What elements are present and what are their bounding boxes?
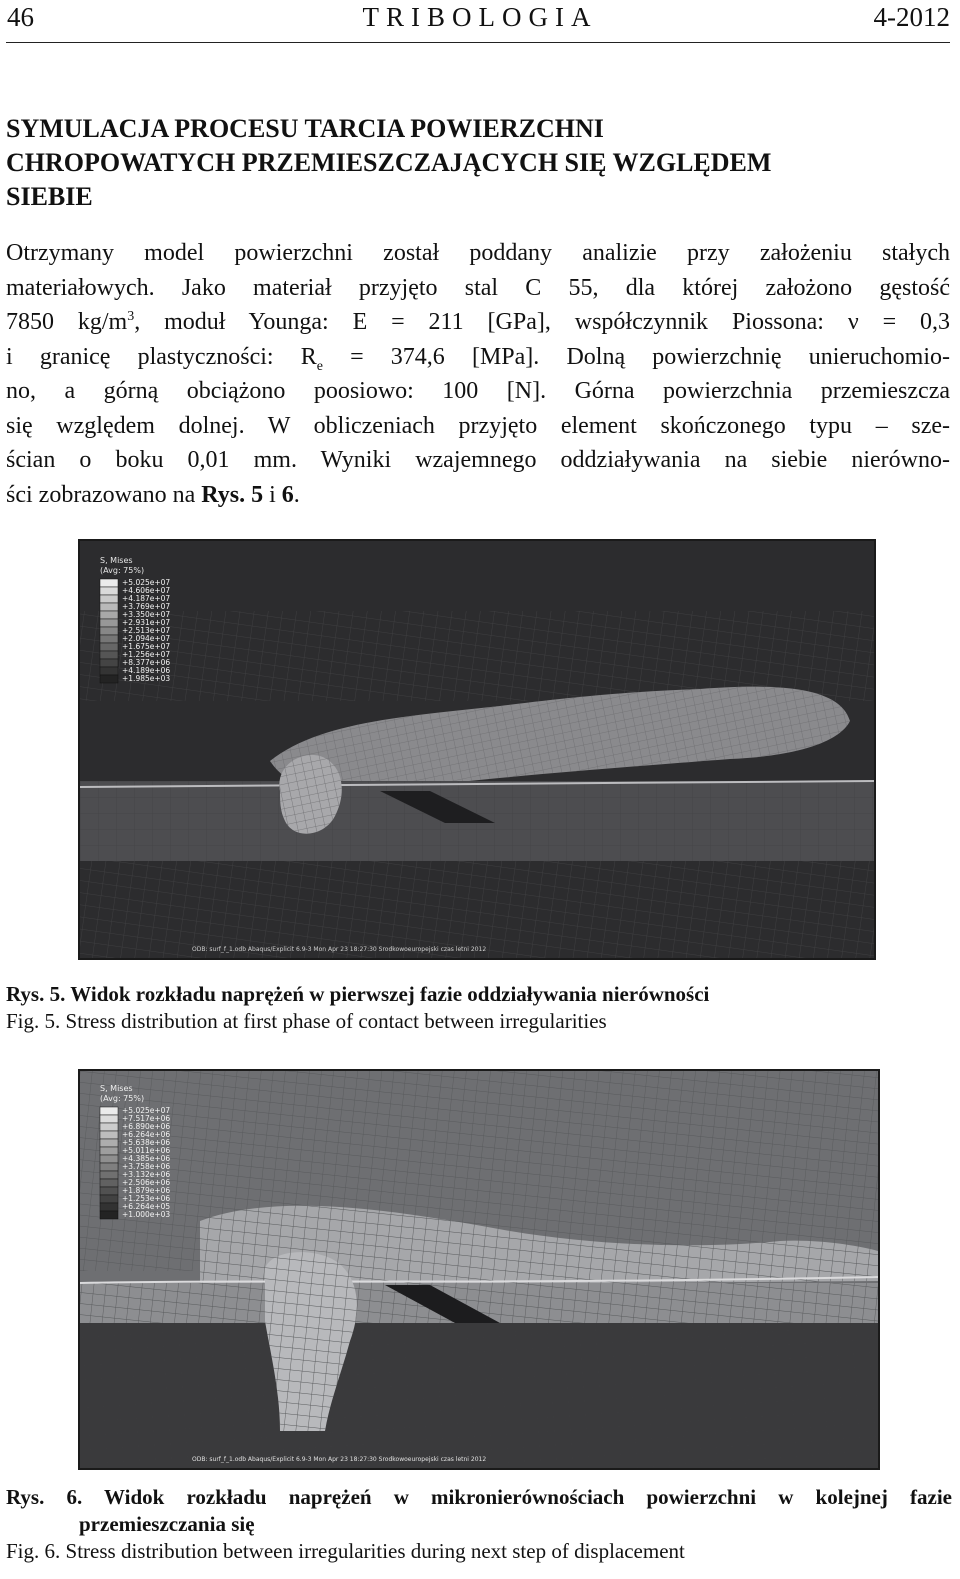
legend-value-label: +5.025e+07 bbox=[122, 578, 171, 587]
legend-color-swatch bbox=[100, 603, 118, 611]
legend-color-swatch bbox=[100, 587, 118, 595]
caption-label: Fig. 5. bbox=[6, 1009, 61, 1033]
legend-color-swatch bbox=[100, 1171, 118, 1179]
legend-color-swatch bbox=[100, 1155, 118, 1163]
paragraph-line bbox=[6, 340, 950, 375]
section-title-line: SIEBIE bbox=[6, 182, 93, 211]
legend-title: S, Mises bbox=[100, 1084, 133, 1093]
caption-polish-continuation: przemieszczania się bbox=[79, 1512, 255, 1536]
section-title-line: CHROPOWATYCH PRZEMIESZCZAJĄCYCH SIĘ WZGLĘDEM bbox=[6, 148, 772, 177]
legend-color-swatch bbox=[100, 667, 118, 675]
legend-color-swatch bbox=[100, 619, 118, 627]
legend-value-label: +1.253e+06 bbox=[122, 1194, 171, 1203]
caption-polish bbox=[6, 981, 952, 1008]
legend-value-label: +4.385e+06 bbox=[122, 1154, 171, 1163]
fea-mesh-render bbox=[80, 541, 874, 958]
figure-reference[interactable]: Rys. 5 bbox=[201, 481, 264, 508]
page-number: 46 bbox=[7, 2, 34, 32]
legend-color-swatch bbox=[100, 659, 118, 667]
figure-reference[interactable]: 6 bbox=[281, 481, 294, 508]
legend-value-label: +3.758e+06 bbox=[122, 1162, 171, 1171]
legend-value-label: +7.517e+06 bbox=[122, 1114, 171, 1123]
journal-name: TRIBOLOGIA bbox=[362, 2, 598, 32]
legend-color-swatch bbox=[100, 1179, 118, 1187]
header-rule bbox=[6, 42, 950, 43]
caption-label: Rys. 6. bbox=[6, 1485, 83, 1509]
density-text: 7850 kg/m bbox=[6, 309, 128, 335]
legend-value-label: +1.675e+07 bbox=[122, 642, 171, 651]
legend-value-label: +1.256e+07 bbox=[122, 650, 171, 659]
legend-title: S, Mises bbox=[100, 556, 133, 565]
caption-text: Stress distribution at first phase of contact between irregularities bbox=[65, 1009, 607, 1033]
yield-value-text: = 374,6 [MPa]. Dolną powierzchnię unieruchomio- bbox=[322, 343, 950, 370]
legend-value-label: +5.638e+06 bbox=[122, 1138, 171, 1147]
legend-color-swatch bbox=[100, 643, 118, 651]
fea-mesh-render bbox=[80, 1071, 878, 1468]
figure-footer-text: ODB: surf_f_1.odb Abaqus/Explicit 6.9-3 Mon Apr 23 18:27:30 Srodkowoeuropejski czas letni 2012 bbox=[192, 1456, 487, 1463]
legend-color-swatch bbox=[100, 675, 118, 683]
legend-value-label: +6.264e+06 bbox=[122, 1130, 171, 1139]
legend-color-swatch bbox=[100, 1195, 118, 1203]
figure-6-image bbox=[78, 1069, 880, 1470]
paragraph-line: się względem dolnej. W obliczeniach przyjęto element skończonego typu – sze- bbox=[6, 412, 950, 439]
legend-color-swatch bbox=[100, 627, 118, 635]
material-constants-text: , moduł Younga: E = 211 [GPa], współczynnik Piossona: ν = 0,3 bbox=[134, 309, 951, 335]
paragraph-line bbox=[6, 305, 950, 340]
caption-label: Fig. 6. bbox=[6, 1539, 61, 1563]
legend-value-label: +4.606e+07 bbox=[122, 586, 171, 595]
paragraph-text: i bbox=[263, 481, 282, 508]
paragraph-line: Otrzymany model powierzchni został poddany analizie przy założeniu stałych bbox=[6, 240, 950, 266]
paragraph-line: no, a górną obciążono poosiowo: 100 [N]. Górna powierzchnia przemieszcza bbox=[6, 378, 950, 404]
legend-color-swatch bbox=[100, 1115, 118, 1123]
legend-color-swatch bbox=[100, 651, 118, 659]
running-header bbox=[0, 0, 960, 46]
legend-value-label: +1.000e+03 bbox=[122, 1210, 171, 1219]
paragraph-line bbox=[6, 478, 950, 513]
legend-value-label: +5.011e+06 bbox=[122, 1146, 171, 1155]
legend-color-swatch bbox=[100, 1147, 118, 1155]
legend-value-label: +4.189e+06 bbox=[122, 666, 171, 675]
legend-value-label: +2.931e+07 bbox=[122, 618, 171, 627]
legend-color-swatch bbox=[100, 1203, 118, 1211]
legend-value-label: +2.513e+07 bbox=[122, 626, 171, 635]
legend-value-label: +6.264e+05 bbox=[122, 1202, 171, 1211]
paragraph-text: ści zobrazowano na bbox=[6, 481, 202, 508]
subscript: e bbox=[316, 358, 323, 374]
legend-color-swatch bbox=[100, 1131, 118, 1139]
paragraph-line: materiałowych. Jako materiał przyjęto stal C 55, dla której założono gęstość bbox=[6, 274, 950, 301]
legend-value-label: +6.890e+06 bbox=[122, 1122, 171, 1131]
legend-color-swatch bbox=[100, 1107, 118, 1115]
legend-value-label: +1.879e+06 bbox=[122, 1186, 171, 1195]
legend-subtitle: (Avg: 75%) bbox=[100, 566, 145, 575]
yield-text: i granicę plastyczności: R bbox=[6, 343, 317, 370]
legend-value-label: +2.094e+07 bbox=[122, 634, 171, 643]
legend-value-label: +3.132e+06 bbox=[122, 1170, 171, 1179]
legend-color-swatch bbox=[100, 635, 118, 643]
legend-color-swatch bbox=[100, 1139, 118, 1147]
legend-value-label: +3.769e+07 bbox=[122, 602, 171, 611]
caption-text: Widok rozkładu naprężeń w mikronierównościach powierzchni w kolejnej fazie bbox=[104, 1485, 952, 1509]
figure-6-caption bbox=[6, 1484, 952, 1565]
legend-color-swatch bbox=[100, 579, 118, 587]
paragraph-line: ścian o boku 0,01 mm. Wyniki wzajemnego oddziaływania na siebie nierówno- bbox=[6, 447, 950, 473]
caption-polish bbox=[6, 1484, 952, 1511]
legend-value-label: +2.506e+06 bbox=[122, 1178, 171, 1187]
legend-color-swatch bbox=[100, 1187, 118, 1195]
body-paragraph bbox=[6, 236, 950, 512]
caption-english bbox=[6, 1008, 952, 1035]
caption-text: Stress distribution between irregularities during next step of displacement bbox=[65, 1539, 685, 1563]
issue-number: 4-2012 bbox=[873, 2, 950, 32]
legend-color-swatch bbox=[100, 595, 118, 603]
figure-5-image bbox=[78, 539, 876, 960]
caption-label: Rys. 5. bbox=[6, 982, 66, 1006]
legend-value-label: +1.985e+03 bbox=[122, 674, 171, 683]
figure-footer-text: ODB: surf_f_1.odb Abaqus/Explicit 6.9-3 Mon Apr 23 18:27:30 Srodkowoeuropejski czas letni 2012 bbox=[192, 946, 487, 953]
paragraph-text: . bbox=[293, 481, 300, 508]
figure-5-caption bbox=[6, 981, 952, 1035]
section-title bbox=[6, 112, 946, 214]
legend-value-label: +4.187e+07 bbox=[122, 594, 171, 603]
legend-subtitle: (Avg: 75%) bbox=[100, 1094, 145, 1103]
legend-color-swatch bbox=[100, 1211, 118, 1219]
caption-english bbox=[6, 1538, 952, 1565]
legend-color-swatch bbox=[100, 611, 118, 619]
caption-text: Widok rozkładu naprężeń w pierwszej fazie oddziaływania nierówności bbox=[70, 982, 710, 1006]
legend-color-swatch bbox=[100, 1163, 118, 1171]
superscript: 3 bbox=[127, 309, 135, 324]
legend-color-swatch bbox=[100, 1123, 118, 1131]
section-title-line: SYMULACJA PROCESU TARCIA POWIERZCHNI bbox=[6, 114, 604, 143]
legend-value-label: +5.025e+07 bbox=[122, 1106, 171, 1115]
legend-value-label: +3.350e+07 bbox=[122, 610, 171, 619]
legend-value-label: +8.377e+06 bbox=[122, 658, 171, 667]
